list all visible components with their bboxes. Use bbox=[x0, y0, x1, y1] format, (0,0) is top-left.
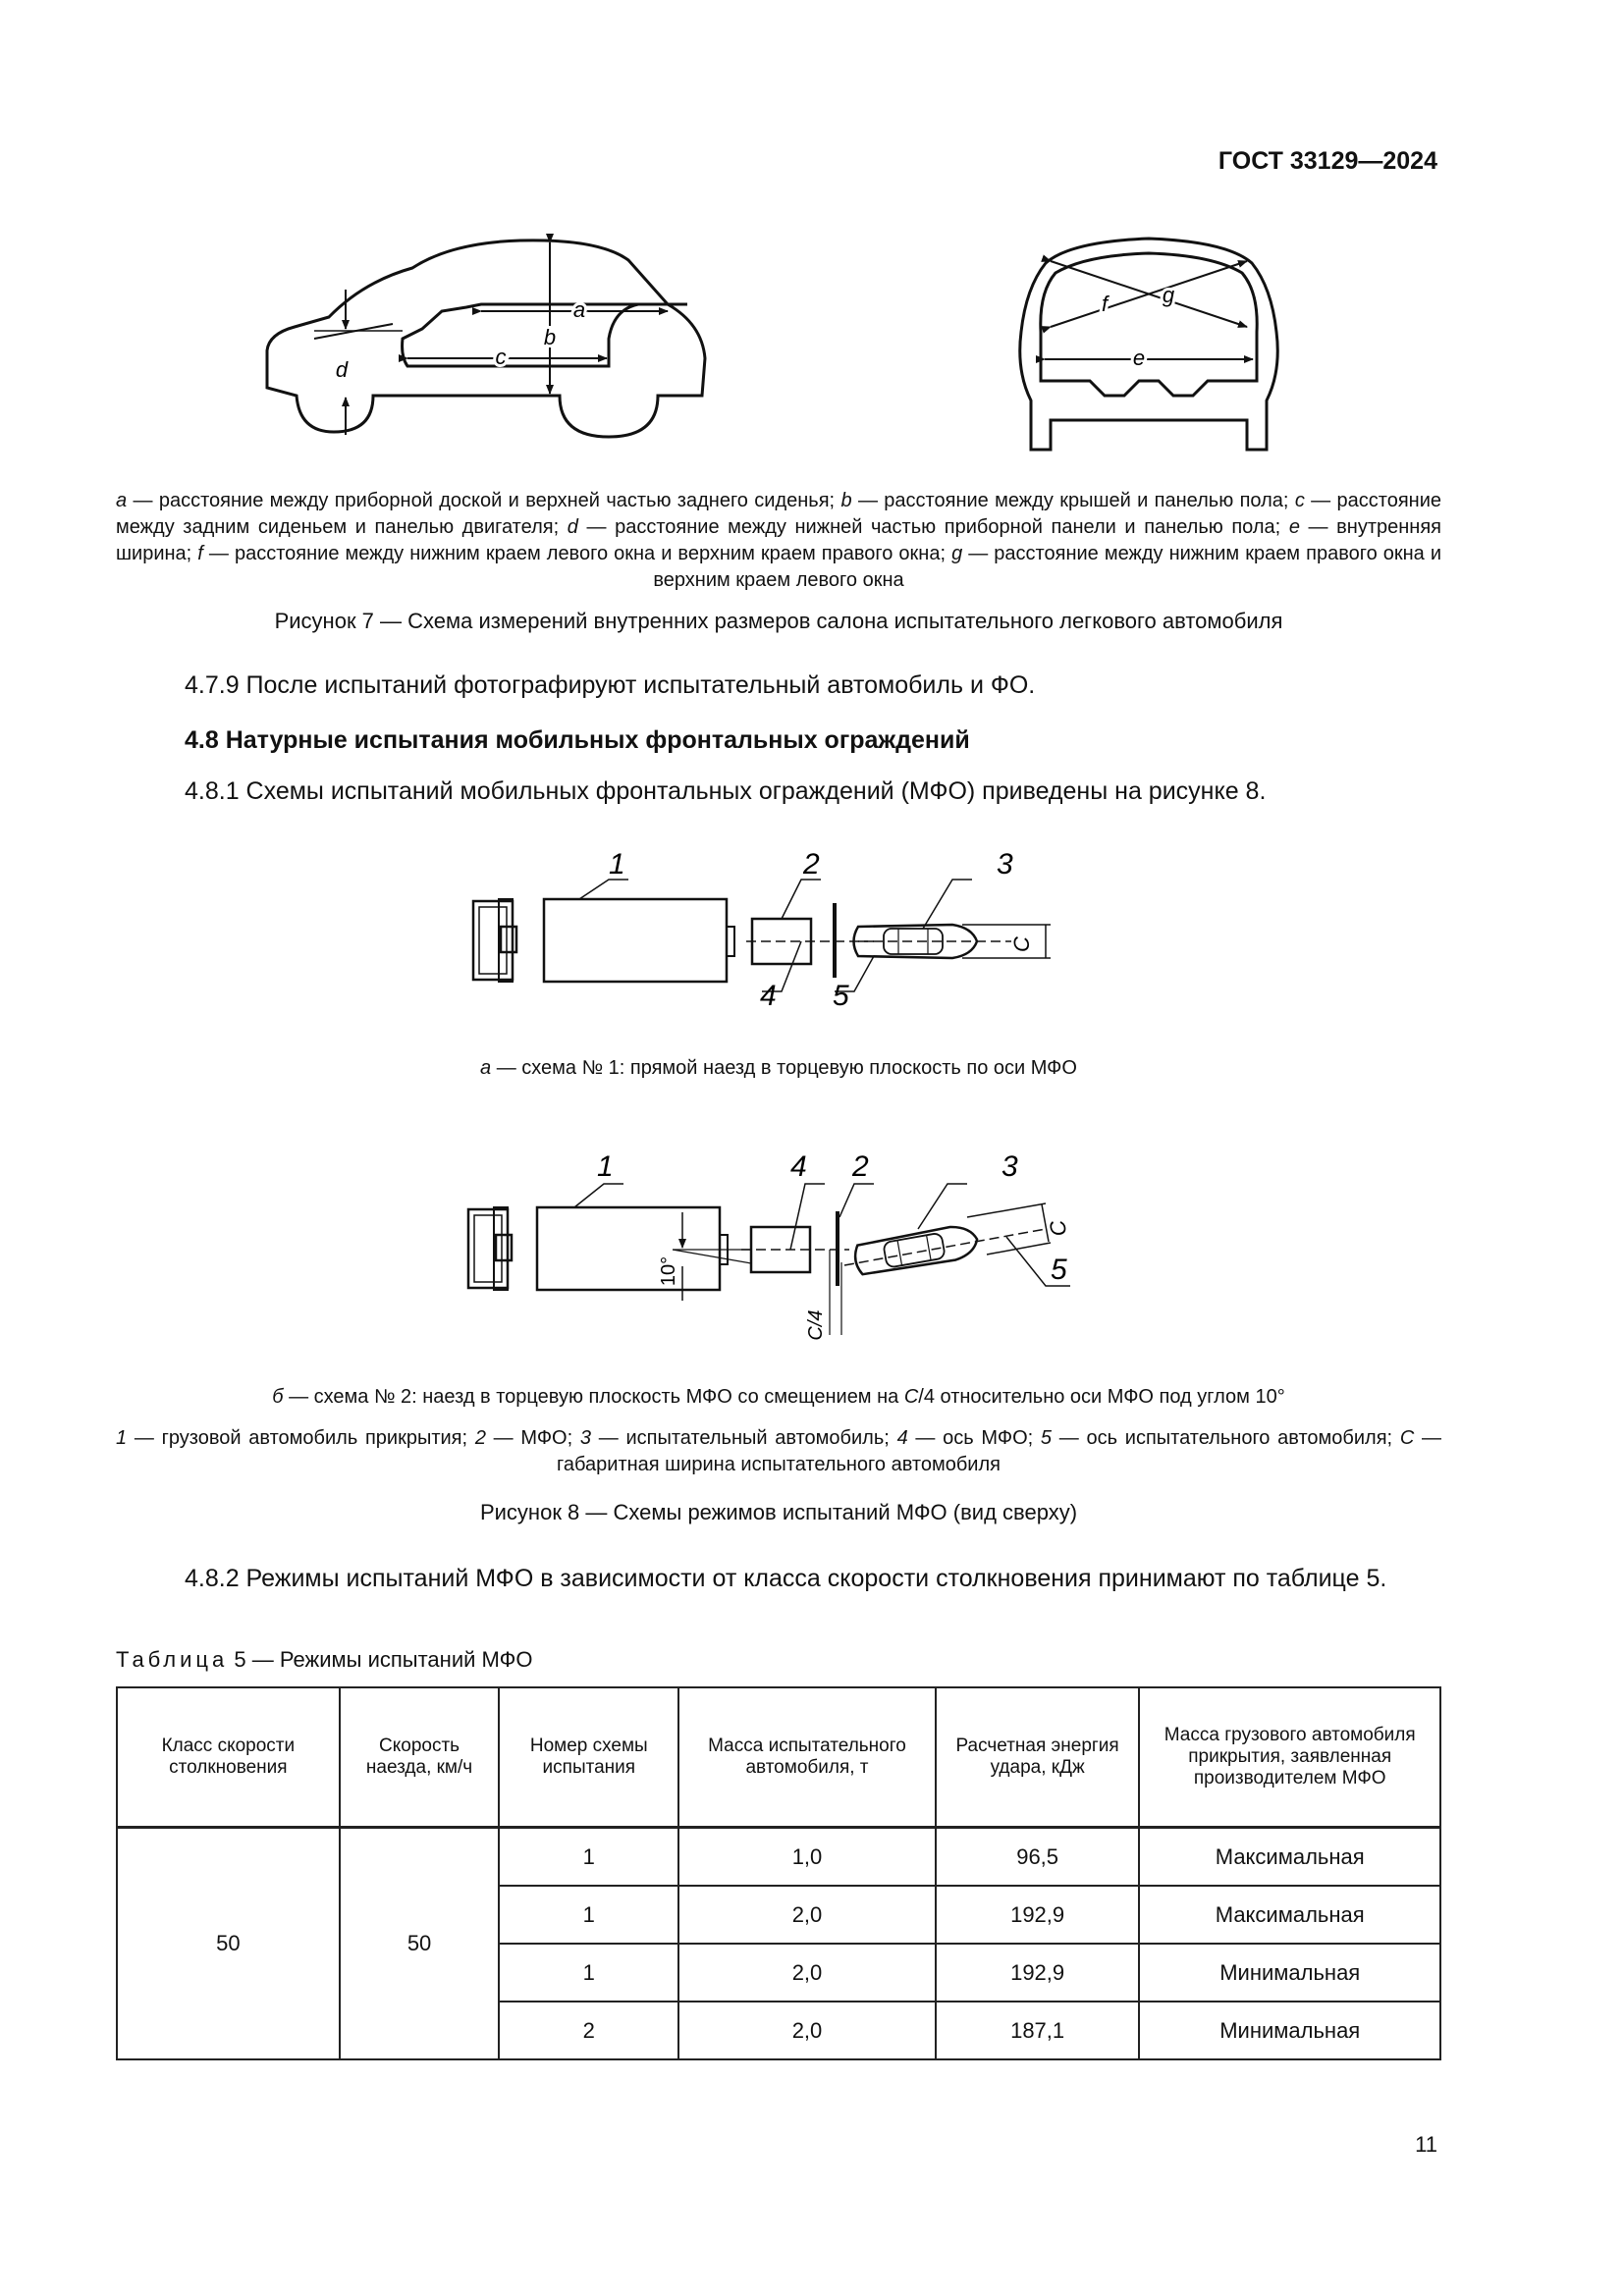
leader-1 bbox=[579, 880, 628, 899]
callout-5b: 5 bbox=[1051, 1254, 1067, 1286]
legend-key-e: e bbox=[1288, 516, 1300, 538]
table5-header: Масса грузового автомобиля прикрытия, заявленная производителем МФО bbox=[1139, 1687, 1440, 1828]
scheme-1-key: а bbox=[480, 1057, 492, 1079]
table-cell: 1 bbox=[499, 1886, 678, 1944]
leader-4b bbox=[790, 1184, 825, 1250]
table5-title-rest: 5 — Режимы испытаний МФО bbox=[228, 1647, 533, 1672]
table5-header: Масса испытательного автомобиля, т bbox=[678, 1687, 936, 1828]
table-cell: 187,1 bbox=[936, 2002, 1140, 2059]
f8-key-4: 4 bbox=[896, 1427, 908, 1449]
callout-5: 5 bbox=[833, 980, 849, 1012]
legend-text-d: — расстояние между нижней частью приборной панели и панелью пола; bbox=[577, 516, 1289, 538]
angle-ref-line-tilted bbox=[673, 1250, 751, 1263]
legend-key-f: f bbox=[197, 543, 203, 564]
figure8-caption: Рисунок 8 — Схемы режимов испытаний МФО (вид сверху) bbox=[479, 1500, 1078, 1524]
figure8-legend bbox=[116, 1425, 1441, 1478]
f8-key-2: 2 bbox=[474, 1427, 486, 1449]
truck-cab bbox=[473, 899, 516, 982]
f8-key-5: 5 bbox=[1040, 1427, 1053, 1449]
callout-4b: 4 bbox=[790, 1150, 807, 1183]
table5-speed-cell: 50 bbox=[340, 1828, 500, 2060]
label-g: g bbox=[1162, 282, 1175, 307]
table5-header: Класс скорости столкновения bbox=[117, 1687, 340, 1828]
label-e: e bbox=[1132, 345, 1146, 370]
scheme-2-key: б bbox=[272, 1386, 284, 1408]
scheme-2-diagram bbox=[457, 1139, 1105, 1355]
scheme-2-text-2: /4 относительно оси МФО под углом 10° bbox=[918, 1386, 1285, 1408]
table5 bbox=[116, 1686, 1441, 2060]
leader-2 bbox=[782, 880, 821, 919]
legend-key-c: c bbox=[1294, 490, 1305, 511]
label-f: f bbox=[1101, 291, 1109, 316]
document-id: ГОСТ 33129—2024 bbox=[1218, 147, 1437, 175]
callout-3: 3 bbox=[997, 848, 1013, 881]
offset-label: C/4 bbox=[805, 1309, 827, 1341]
figure7-caption: Рисунок 7 — Схема измерений внутренних размеров салона испытательного легкового автомобиля bbox=[274, 609, 1283, 633]
legend-key-d: d bbox=[567, 516, 578, 538]
label-b: b bbox=[543, 324, 557, 349]
figure7-legend bbox=[116, 488, 1441, 594]
callout-2: 2 bbox=[803, 848, 820, 881]
angle-label: 10° bbox=[658, 1255, 679, 1287]
scheme-1-diagram bbox=[461, 842, 1110, 1019]
car-cross-section-diagram bbox=[1011, 234, 1286, 454]
callout-1: 1 bbox=[609, 848, 625, 881]
f8-key-1: 1 bbox=[116, 1427, 128, 1449]
table-cell: 1,0 bbox=[678, 1828, 936, 1887]
paragraph-4-8-2: 4.8.2 Режимы испытаний МФО в зависимости от класса скорости столкновения принимают по таблице 5. bbox=[185, 1565, 1387, 1592]
table-cell: Максимальная bbox=[1139, 1886, 1440, 1944]
callout-3b: 3 bbox=[1001, 1150, 1018, 1183]
callout-2b: 2 bbox=[852, 1150, 869, 1183]
table-cell: 1 bbox=[499, 1944, 678, 2002]
f8-text-3: — испытательный автомобиль; bbox=[591, 1427, 897, 1449]
table-cell: Минимальная bbox=[1139, 2002, 1440, 2059]
f8-text-1: — грузовой автомобиль прикрытия; bbox=[127, 1427, 475, 1449]
label-c: c bbox=[495, 344, 507, 369]
leader-3 bbox=[923, 880, 972, 929]
table-row bbox=[117, 1828, 1440, 1887]
legend-text-e: — внутренняя ширина; bbox=[116, 516, 1441, 564]
test-car-2 bbox=[853, 1223, 980, 1277]
table-cell: 2 bbox=[499, 2002, 678, 2059]
label-c-dimension: C bbox=[1009, 936, 1034, 952]
f8-key-C: C bbox=[1399, 1427, 1415, 1449]
f8-text-5: — ось испытательного автомобиля; bbox=[1052, 1427, 1400, 1449]
table-cell: 2,0 bbox=[678, 1886, 936, 1944]
page-number: 11 bbox=[1415, 2132, 1437, 2157]
table-cell: Максимальная bbox=[1139, 1828, 1440, 1887]
scheme-1-caption bbox=[116, 1057, 1441, 1080]
table-cell: 2,0 bbox=[678, 1944, 936, 2002]
section-heading-4-8: 4.8 Натурные испытания мобильных фронтальных ограждений bbox=[185, 726, 970, 754]
legend-text-f: — расстояние между нижним краем левого окна и верхним краем правого окна; bbox=[202, 543, 952, 564]
callout-1b: 1 bbox=[597, 1150, 614, 1183]
table-cell: 1 bbox=[499, 1828, 678, 1887]
table5-title-word: Таблица bbox=[116, 1647, 229, 1672]
table5-header: Скорость наезда, км/ч bbox=[340, 1687, 500, 1828]
table5-title bbox=[116, 1647, 532, 1673]
table5-header: Номер схемы испытания bbox=[499, 1687, 678, 1828]
truck-body bbox=[544, 899, 727, 982]
label-a: a bbox=[572, 296, 586, 322]
dimension-c-line-top bbox=[967, 1203, 1046, 1217]
car-side-view-diagram bbox=[255, 231, 707, 447]
table-cell: 192,9 bbox=[936, 1944, 1140, 2002]
truck-body-2 bbox=[537, 1207, 720, 1290]
scheme-1-text: — схема № 1: прямой наезд в торцевую плоскость по оси МФО bbox=[491, 1057, 1077, 1079]
scheme-2-text-1: — схема № 2: наезд в торцевую плоскость МФО со смещением на bbox=[283, 1386, 904, 1408]
table5-header: Расчетная энергия удара, кДж bbox=[936, 1687, 1140, 1828]
legend-text-b: — расстояние между крышей и панелью пола; bbox=[851, 490, 1295, 511]
table-cell: Минимальная bbox=[1139, 1944, 1440, 2002]
truck-cab-2 bbox=[468, 1207, 512, 1290]
scheme-2-italic: C bbox=[903, 1386, 919, 1408]
table-cell: 2,0 bbox=[678, 2002, 936, 2059]
car-body-outline bbox=[267, 240, 705, 437]
label-c-dimension-2: C bbox=[1044, 1218, 1072, 1239]
leader-1b bbox=[574, 1184, 623, 1207]
scheme-2-caption bbox=[116, 1386, 1441, 1409]
table-cell: 96,5 bbox=[936, 1828, 1140, 1887]
table5-header-row bbox=[117, 1687, 1440, 1828]
legend-text-c: — расстояние между задним сиденьем и панелью двигателя; bbox=[116, 490, 1442, 538]
paragraph-4-7-9: 4.7.9 После испытаний фотографируют испытательный автомобиль и ФО. bbox=[185, 671, 1036, 699]
f8-text-2: — МФО; bbox=[485, 1427, 580, 1449]
legend-key-b: b bbox=[840, 490, 852, 511]
paragraph-4-8-1: 4.8.1 Схемы испытаний мобильных фронтальных ограждений (МФО) приведены на рисунке 8. bbox=[185, 777, 1267, 805]
legend-text-a: — расстояние между приборной доской и верхней частью заднего сиденья; bbox=[127, 490, 841, 511]
leader-2b bbox=[839, 1184, 874, 1217]
legend-key-a: a bbox=[116, 490, 128, 511]
cross-section-inner bbox=[1041, 253, 1257, 396]
label-d: d bbox=[335, 356, 349, 382]
legend-key-g: g bbox=[951, 543, 963, 564]
table-cell: 192,9 bbox=[936, 1886, 1140, 1944]
leader-3b bbox=[918, 1184, 967, 1229]
f8-text-C: — габаритная ширина испытательного автомобиля bbox=[557, 1427, 1441, 1475]
callout-4: 4 bbox=[760, 980, 777, 1012]
f8-key-3: 3 bbox=[579, 1427, 592, 1449]
table5-class-cell: 50 bbox=[117, 1828, 340, 2060]
f8-text-4: — ось МФО; bbox=[907, 1427, 1041, 1449]
legend-text-g: — расстояние между нижним краем правого окна и верхним краем левого окна bbox=[653, 543, 1442, 591]
